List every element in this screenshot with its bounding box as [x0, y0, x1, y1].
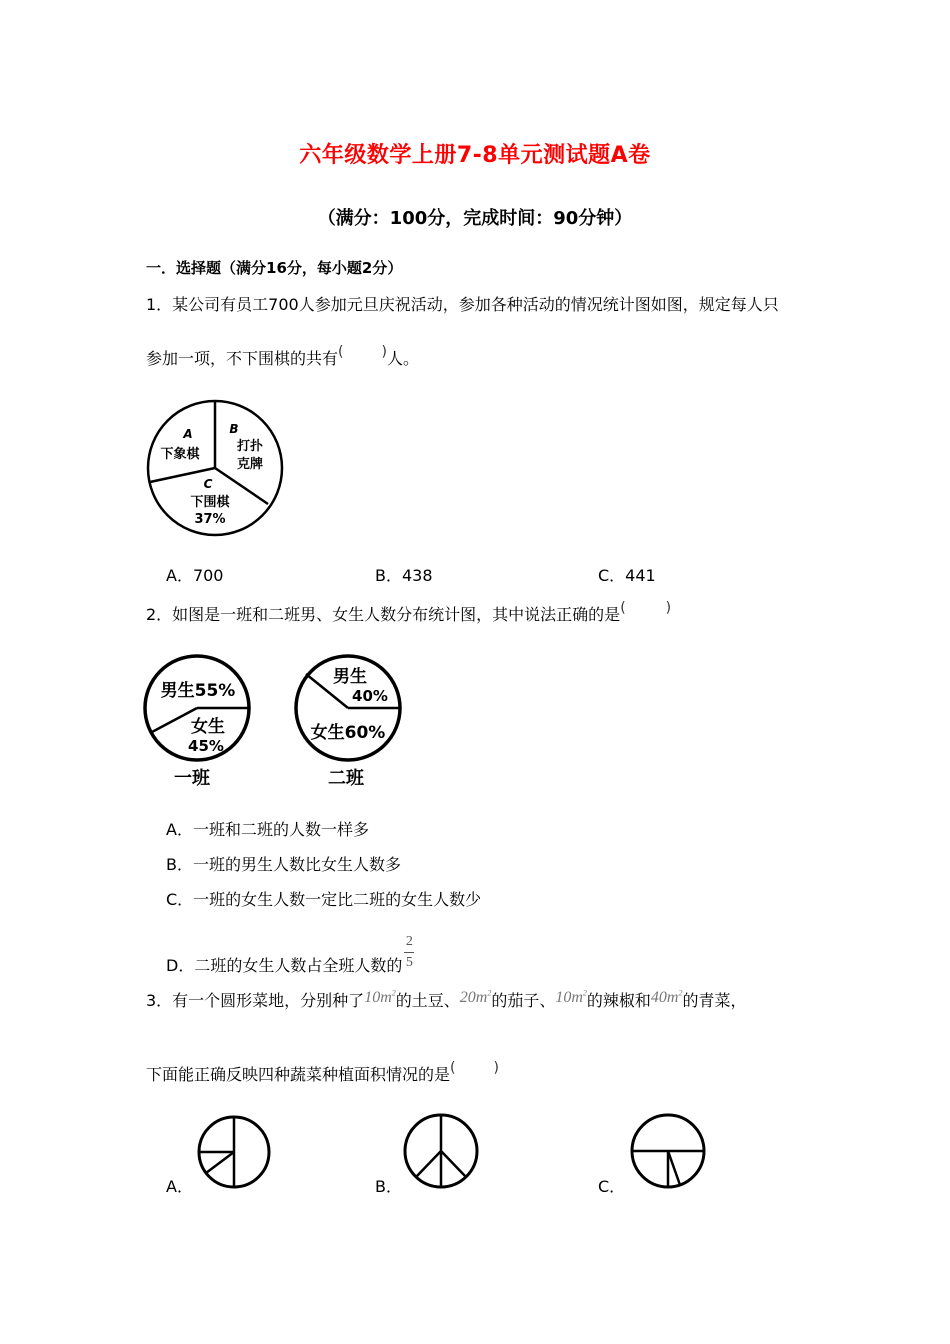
- q2-option-d[interactable]: [166, 934, 414, 985]
- q2-c1-boy: 男生55%: [160, 681, 236, 701]
- q3-option-b[interactable]: B．: [375, 1177, 402, 1196]
- q1-pie-c-label: 下围棋: [190, 495, 230, 510]
- q2-option-b[interactable]: B．一班的男生人数比女生人数多: [166, 855, 401, 874]
- q2-option-d-text: D．二班的女生人数占全班人数的: [166, 956, 403, 975]
- q2-c2-caption: 二班: [328, 768, 364, 789]
- q3-option-a-pie: [196, 1114, 272, 1190]
- q1-pie-a-label: 下象棋: [160, 447, 200, 462]
- q2-option-a[interactable]: A．一班和二班的人数一样多: [166, 820, 369, 839]
- q3-t2: 的茄子、: [491, 991, 556, 1010]
- q1-line2-post: 人。: [386, 349, 419, 368]
- q3-value-1: $10m^2$: [364, 988, 396, 1006]
- q2-frac-bar: [404, 952, 414, 953]
- q1-line2: [146, 346, 419, 369]
- q2-option-d-fraction: [404, 934, 414, 971]
- q1-line2-pre: 参加一项，不下围棋的共有: [146, 349, 339, 368]
- q2-c2-boy1: 男生: [333, 667, 367, 687]
- q3-option-b-pie: [402, 1112, 480, 1190]
- q2-c2-boy2: 40%: [352, 687, 388, 705]
- q3-paren-close: ): [493, 1060, 499, 1076]
- q2-paren-open: (: [620, 600, 626, 616]
- page-title: 六年级数学上册7-8单元测试题A卷: [299, 143, 651, 168]
- q2-c1-girl1: 女生: [191, 717, 225, 737]
- q2-chart-class1: [140, 652, 254, 792]
- page-subtitle: （满分：100分，完成时间：90分钟）: [317, 208, 633, 229]
- q3-value-2: $20m^2$: [459, 988, 492, 1006]
- q3-line1: [146, 988, 747, 1011]
- q2-frac-num: 2: [405, 934, 413, 949]
- q3-line2: 下面能正确反映四种蔬菜种植面积情况的是: [146, 1065, 451, 1084]
- q2-text: 2．如图是一班和二班男、女生人数分布统计图，其中说法正确的是: [146, 605, 621, 624]
- q1-pie-c-letter: C: [203, 477, 213, 491]
- q1-paren-open: (: [338, 344, 344, 360]
- q2-option-c[interactable]: C．一班的女生人数一定比二班的女生人数少: [166, 890, 482, 909]
- q2-chart-class2: [290, 652, 406, 792]
- q1-pie-b-letter: B: [229, 422, 239, 436]
- q3-line2-wrap: [146, 1062, 499, 1085]
- q1-option-a[interactable]: A．700: [166, 566, 224, 585]
- q3-t1: 的土豆、: [395, 991, 460, 1010]
- q2-c2-girl: 女生60%: [310, 723, 386, 743]
- q3-value-4: $40m^2$: [650, 988, 683, 1006]
- q1-pie-c-pct: 37%: [194, 512, 226, 527]
- q1-pie-a-letter: A: [183, 427, 193, 441]
- q2-text-line: [146, 602, 671, 625]
- q2-c1-girl2: 45%: [188, 737, 224, 755]
- q3-value-3: $10m^2$: [555, 988, 587, 1006]
- q3-option-a[interactable]: A．: [166, 1177, 193, 1196]
- q2-frac-den: 5: [405, 955, 413, 970]
- q1-pie-b-label1: 打扑: [236, 439, 264, 454]
- q1-pie-chart: [144, 398, 286, 540]
- q3-t4: 的青菜，: [682, 991, 747, 1010]
- q3-pre: 3．有一个圆形菜地，分别种了: [146, 991, 365, 1010]
- q1-option-c[interactable]: C．441: [598, 566, 656, 585]
- q1-option-b[interactable]: B．438: [375, 566, 433, 585]
- q3-option-c-pie: [628, 1112, 708, 1190]
- section-heading: 一．选择题（满分16分，每小题2分）: [146, 259, 403, 277]
- q1-line1: 1．某公司有员工700人参加元旦庆祝活动，参加各种活动的情况统计图如图，规定每人只: [146, 295, 779, 314]
- q1-pie-b-label2: 克牌: [236, 457, 264, 472]
- q2-c1-caption: 一班: [174, 768, 210, 789]
- q3-paren-open: (: [450, 1060, 456, 1076]
- q1-paren-close: ): [381, 344, 387, 360]
- q2-paren-close: ): [665, 600, 672, 616]
- q3-t3: 的辣椒和: [586, 991, 651, 1010]
- q3-option-c[interactable]: C．: [598, 1177, 626, 1196]
